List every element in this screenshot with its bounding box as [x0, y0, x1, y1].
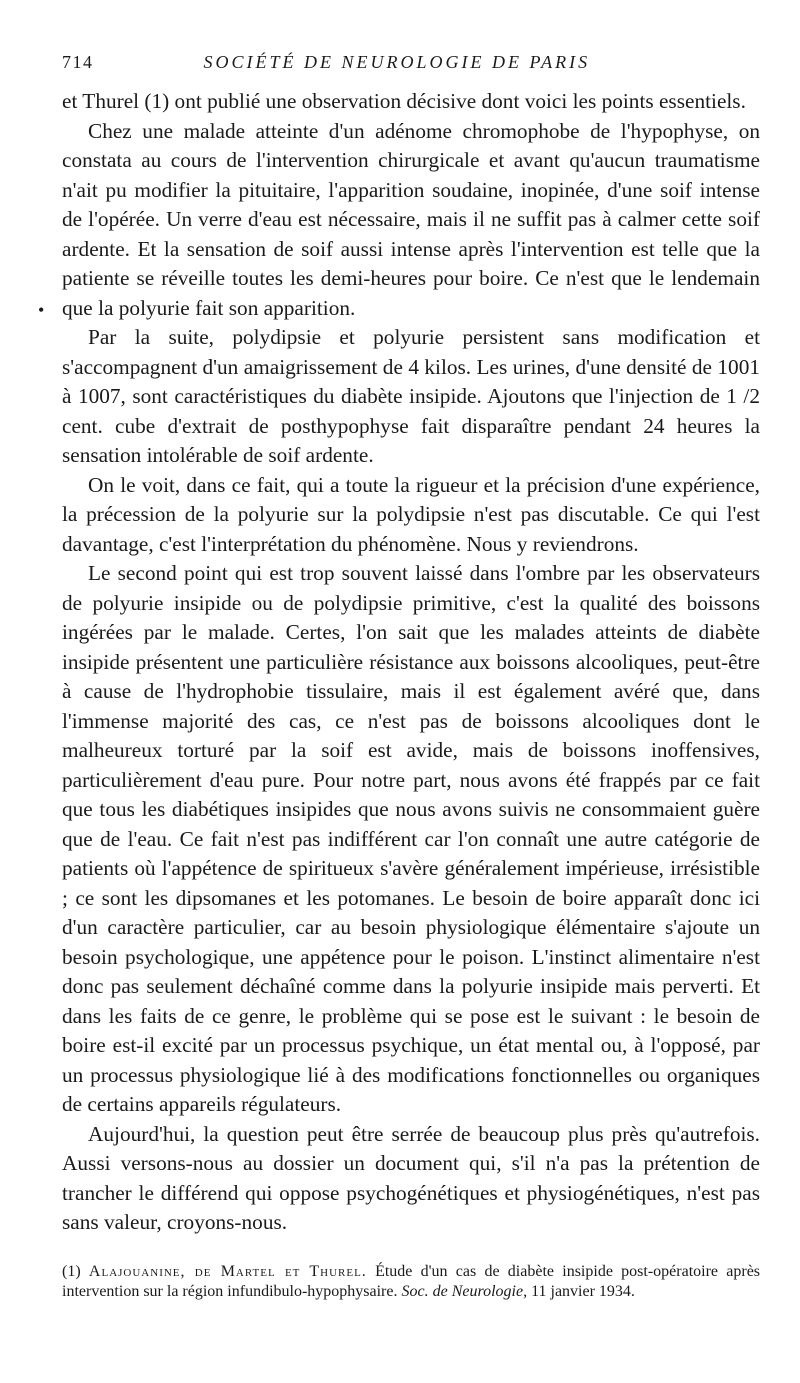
paragraph: et Thurel (1) ont publié une observation décisive dont voici les points essentiels. — [62, 89, 746, 113]
footnote-marker: (1) — [62, 1262, 81, 1280]
footnote-text: Étude d'un cas de diabète insipide post-opératoire après intervention sur la région infundibulo-hypophysaire. — [62, 1262, 761, 1300]
paragraph: Aujourd'hui, la question peut être serrée de beaucoup plus près qu'autrefois. Aussi versons-nous au dossier un document qui, s'il n'a pas la prétention de trancher le différend qui oppose psychogénétiques et physiogénétiques, n'est pas sans valeur, croyons-nous. — [62, 1121, 760, 1234]
footnote-authors: Alajouanine, de Martel et Thurel. — [88, 1262, 367, 1280]
paragraph: Chez une malade atteinte d'un adénome chromophobe de l'hypophyse, on constata au cours de l'intervention chirurgicale et avant qu'aucun traumatisme n'ait pu modifier la pituitaire, l'apparition soudaine, inopinée, d'une soif intense de l'opérée. Un verre d'eau est nécessaire, mais il ne suffit pas à calmer cette soif ardente. Et la sensation de soif aussi intense après l'intervention est telle que la patiente se réveille toutes les demi-heures pour boire. Ce n'est que le lendemain que la polyurie fait son apparition. — [62, 118, 760, 320]
footnote — [62, 1262, 760, 1302]
margin-mark: • — [38, 300, 45, 320]
body-text — [62, 87, 760, 1238]
paragraph: Par la suite, polydipsie et polyurie persistent sans modification et s'accompagnent d'un amaigrissement de 4 kilos. Les urines, d'une densité de 1001 à 1007, sont caractéristiques du diabète insipide. Ajoutons que l'injection de 1 /2 cent. cube d'extrait de posthypophyse fait disparaître pendant 24 heures la sensation intolérable de soif ardente. — [62, 325, 760, 467]
running-header — [62, 52, 760, 73]
footnote-journal: Soc. de Neurologie, — [401, 1282, 528, 1300]
page-number: 714 — [62, 52, 94, 72]
paragraph: On le voit, dans ce fait, qui a toute la rigueur et la précision d'une expérience, la précession de la polyurie sur la polydipsie n'est pas discutable. Ce qui l'est davantage, c'est l'interprétation du phénomène. Nous y reviendrons. — [62, 472, 760, 556]
running-title: SOCIÉTÉ DE NEUROLOGIE DE PARIS — [203, 52, 591, 72]
paragraph: Le second point qui est trop souvent laissé dans l'ombre par les observateurs de polyurie insipide ou de polydipsie primitive, c'est la qualité des boissons ingérées par le malade. Certes, l'on sait que les malades atteints de diabète insipide présentent une particulière résistance aux boissons alcooliques, peut-être à cause de l'hydrophobie tissulaire, mais il est également avéré que, dans l'immense majorité des cas, ce n'est pas de boissons alcooliques dont le malheureux torturé par la soif est avide, mais de boissons inoffensives, particulièrement d'eau pure. Pour notre part, nous avons été frappés par ce fait que tous les diabétiques insipides que nous avons suivis ne consommaient guère que de l'eau. Ce fait n'est pas indifférent car l'on connaît une autre catégorie de patients où l'appétence de spiritueux s'avère généralement impérieuse, irrésistible ; ce sont les dipsomanes et les potomanes. Le besoin de boire apparaît donc ici d'un caractère particulier, car au besoin physiologique élémentaire s'ajoute un besoin psychologique, une appétence pour le poison. L'instinct alimentaire n'est donc pas seulement déchaîné comme dans la polyurie insipide mais perverti. Et dans les faits de ce genre, le problème qui se pose est le suivant : le besoin de boire est-il excité par un processus psychique, un état mental ou, à l'opposé, par un processus physiologique lié à des modifications fonctionnelles ou organiques de certains appareils régulateurs. — [62, 561, 760, 1116]
footnote-date: 11 janvier 1934. — [531, 1282, 635, 1300]
